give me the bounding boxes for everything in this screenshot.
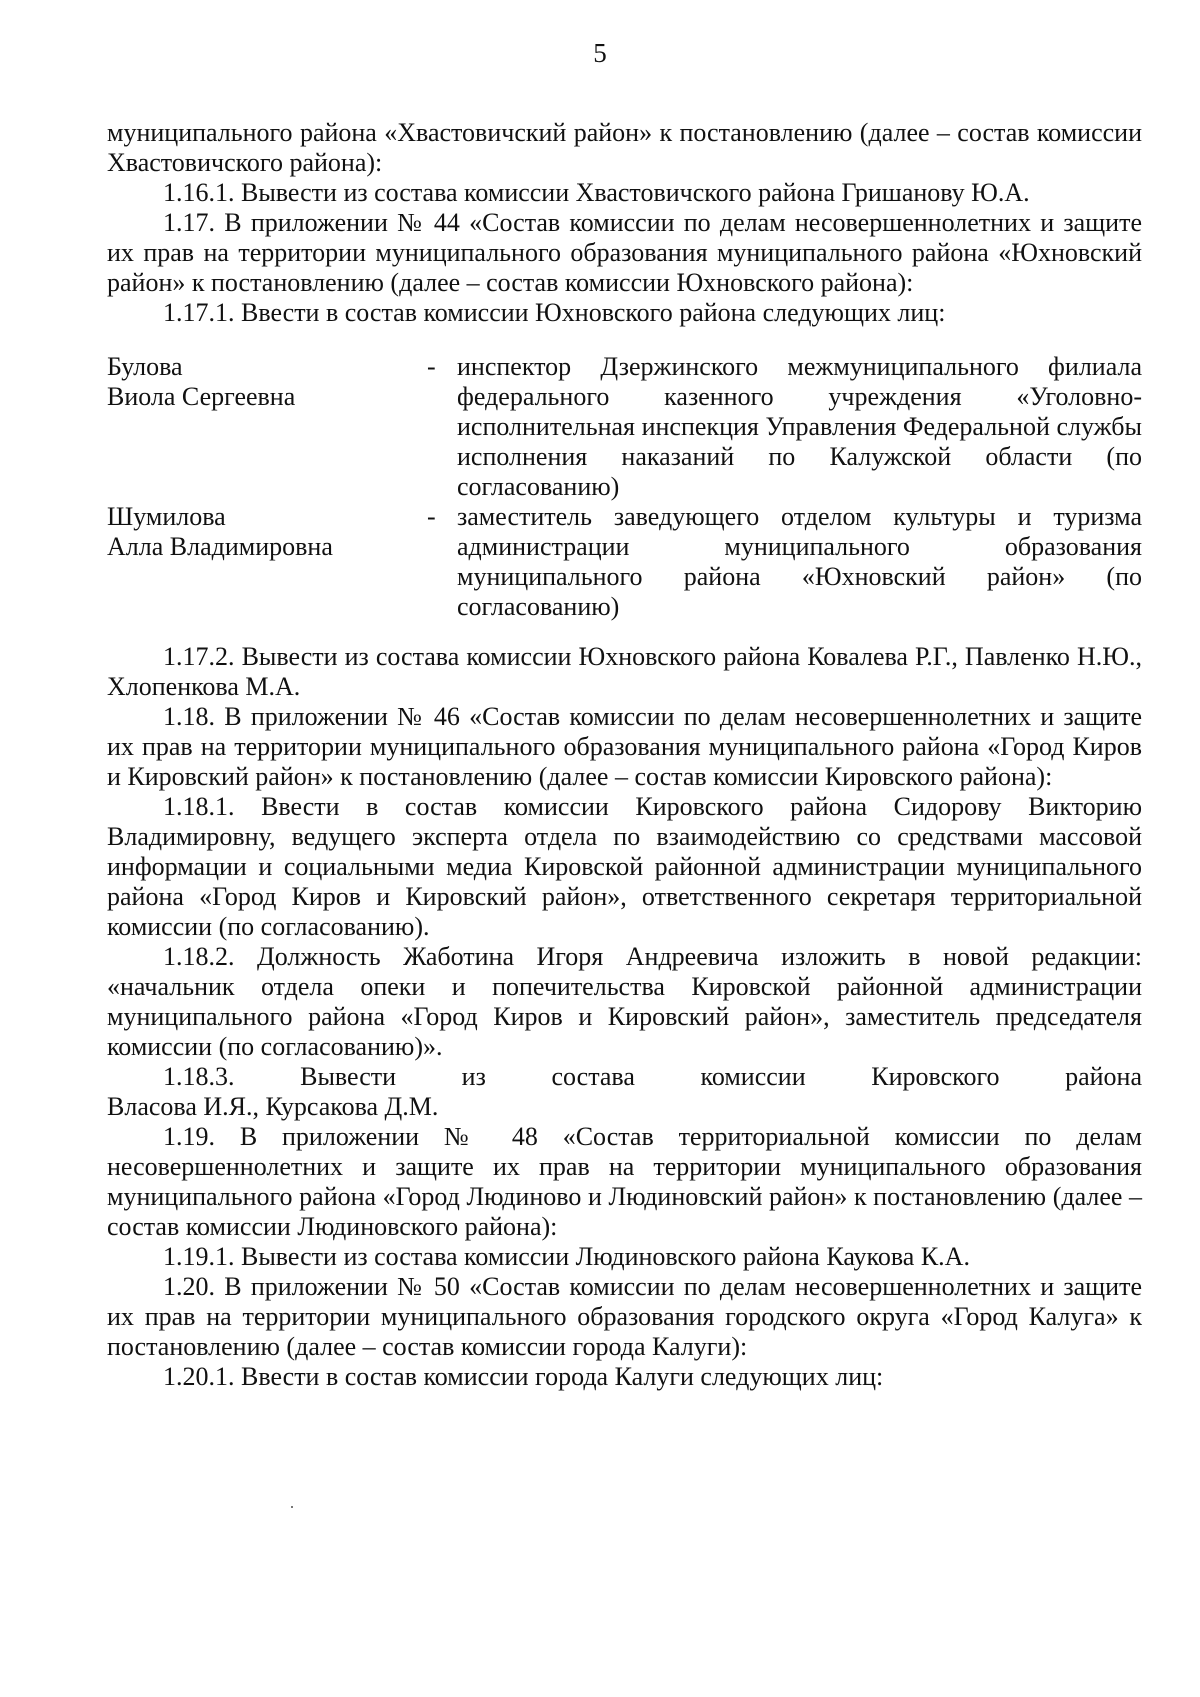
paragraph-1-18-3-continuation: Власова И.Я., Курсакова Д.М. bbox=[107, 1092, 439, 1121]
paragraph-1-18-2: 1.18.2. Должность Жаботина Игоря Андреевича изложить в новой редакции: «начальник отдела опеки и попечительства Кировской районной администрации муниципального района «Город Киров и Кировский район», заместитель председателя комиссии (по согласованию)». bbox=[107, 942, 1142, 1061]
scan-speck bbox=[291, 1506, 293, 1508]
member-given-names: Алла Владимировна bbox=[107, 532, 333, 561]
member-dash: - bbox=[427, 502, 436, 531]
paragraph-1-19-1: 1.19.1. Вывести из состава комиссии Людиновского района Каукова К.А. bbox=[163, 1242, 970, 1271]
member-entry bbox=[107, 502, 1142, 622]
member-list bbox=[107, 352, 1142, 622]
member-entry bbox=[107, 352, 1142, 502]
paragraph-1-16-1: 1.16.1. Вывести из состава комиссии Хвастовичского района Гришанову Ю.А. bbox=[163, 178, 1030, 207]
paragraph-1-20: 1.20. В приложении № 50 «Состав комиссии по делам несовершеннолетних и защите их прав на территории муниципального образования городского округа «Город Калуга» к постановлению (далее – состав комиссии города Калуги): bbox=[107, 1272, 1142, 1361]
paragraph-1-18: 1.18. В приложении № 46 «Состав комиссии по делам несовершеннолетних и защите их прав на территории муниципального образования муниципального района «Город Киров и Кировский район» к постановлению (далее – состав комиссии Кировского района): bbox=[107, 702, 1142, 791]
paragraph-1-19: 1.19. В приложении № 48 «Состав территориальной комиссии по делам несовершеннолетних и защите их прав на территории муниципального образования муниципального района «Город Людиново и Людиновский район» к постановлению (далее – состав комиссии Людиновского района): bbox=[107, 1122, 1142, 1241]
paragraph-1-18-1: 1.18.1. Ввести в состав комиссии Кировского района Сидорову Викторию Владимировну, ведущего эксперта отдела по взаимодействию со средствами массовой информации и социальными медиа Кировской районной администрации муниципального района «Город Киров и Кировский район», ответственного секретаря территориальной комиссии (по согласованию). bbox=[107, 792, 1142, 941]
paragraph-1-17-1: 1.17.1. Ввести в состав комиссии Юхновского района следующих лиц: bbox=[163, 298, 946, 327]
paragraph-1-17: 1.17. В приложении № 44 «Состав комиссии по делам несовершеннолетних и защите их прав на территории муниципального образования муниципального района «Юхновский район» к постановлению (далее – состав комиссии Юхновского района): bbox=[107, 208, 1142, 297]
member-position: инспектор Дзержинского межмуниципального филиала федерального казенного учреждения «Уголовно-исполнительная инспекция Управления Федеральной службы исполнения наказаний по Калужской области (по согласованию) bbox=[457, 352, 1142, 501]
document-body bbox=[107, 118, 1142, 1392]
page-number: 5 bbox=[593, 38, 607, 68]
member-surname: Шумилова bbox=[107, 502, 226, 531]
member-given-names: Виола Сергеевна bbox=[107, 382, 296, 411]
paragraph-1-18-3: 1.18.3. Вывести из состава комиссии Кировского района bbox=[163, 1062, 1142, 1091]
paragraph-1-20-1: 1.20.1. Ввести в состав комиссии города Калуги следующих лиц: bbox=[163, 1362, 884, 1391]
member-name bbox=[107, 352, 427, 502]
member-name bbox=[107, 502, 427, 622]
member-position: заместитель заведующего отделом культуры и туризма администрации муниципального образования муниципального района «Юхновский район» (по согласованию) bbox=[457, 502, 1142, 621]
member-surname: Булова bbox=[107, 352, 183, 381]
member-dash: - bbox=[427, 352, 436, 381]
paragraph-1-17-2: 1.17.2. Вывести из состава комиссии Юхновского района Ковалева Р.Г., Павленко Н.Ю., Хлопенкова М.А. bbox=[107, 642, 1142, 701]
paragraph-continuation-khvastovichi: муниципального района «Хвастовичский район» к постановлению (далее – состав комиссии Хвастовичского района): bbox=[107, 118, 1142, 177]
